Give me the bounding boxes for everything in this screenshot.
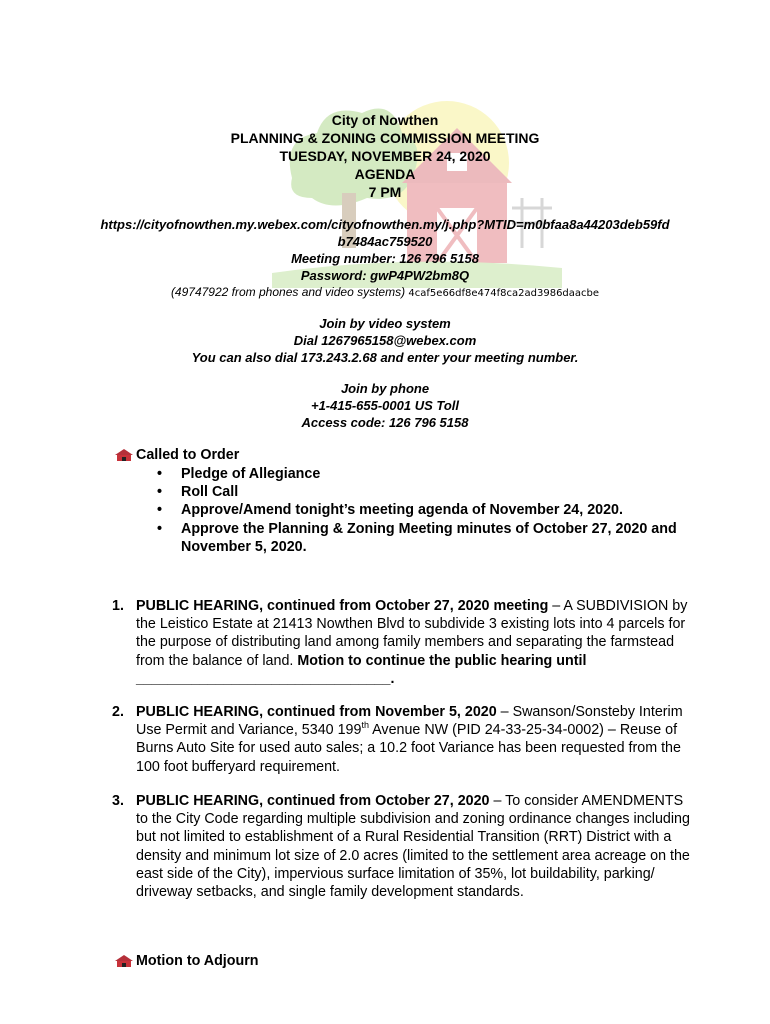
video-heading: Join by video system xyxy=(319,316,451,331)
item-1-number: 1. xyxy=(112,598,124,614)
city-name: City of Nowthen xyxy=(331,112,439,128)
item-3-text: – To consider AMENDMENTS to the City Code regarding multiple subdivision and zoning ordinance changes including but not limited to establishment of a Rural Residential Transition (RRT) District with a density and minimum lot size of 2.0 acres (limited to the settlement area acreage on the east side of the City), impervious surface limitation of 35%, lot buildability, parking/ driveway setbacks, and single family development standards. xyxy=(136,793,690,901)
phone-number: +1-415-655-0001 US Toll xyxy=(310,398,459,413)
agenda-item-3 xyxy=(136,792,696,901)
video-dial: Dial 1267965158@webex.com xyxy=(293,333,477,348)
item-2-lead: PUBLIC HEARING, continued from November 5, 2020 xyxy=(136,704,497,720)
item-2-text-a: – Swanson/Sonsteby Interim Use Permit and Variance, 5340 199 xyxy=(136,704,683,739)
webex-link-line1[interactable]: https://cityofnowthen.my.webex.com/cityofnowthen.my/j.php?MTID=m0bfaa8a44203deb59fd xyxy=(100,217,670,232)
meeting-number: Meeting number: 126 796 5158 xyxy=(291,251,479,266)
item-1-text: – A SUBDIVISION by the Leistico Estate at 21413 Nowthen Blvd to subdivide 3 existing lots into 4 parcels for the purpose of distributing land among family members and separating the farmstead from the balance of land. xyxy=(136,598,688,669)
video-alt-dial: You can also dial 173.243.2.68 and enter your meeting number. xyxy=(191,350,579,365)
barn-bullet-icon xyxy=(113,448,135,462)
list-item: • Pledge of Allegiance xyxy=(181,465,681,483)
barn-bullet-icon xyxy=(113,954,135,968)
called-to-order-title: Called to Order xyxy=(136,447,240,463)
agenda-label: AGENDA xyxy=(354,166,416,182)
phone-note-text: (49747922 from phones and video systems) xyxy=(170,285,406,299)
list-item: • Roll Call xyxy=(181,483,681,501)
list-item: • Approve/Amend tonight’s meeting agenda of November 24, 2020. xyxy=(181,501,681,519)
webex-link-line2[interactable]: b7484ac759520 xyxy=(337,234,433,249)
phone-video-note xyxy=(0,284,770,302)
list-item: • Approve the Planning & Zoning Meeting minutes of October 27, 2020 and November 5, 2020. xyxy=(181,520,681,556)
phone-heading: Join by phone xyxy=(340,381,430,396)
item-2-number: 2. xyxy=(112,704,124,720)
item-2-sup: th xyxy=(361,720,369,731)
meeting-title: PLANNING & ZONING COMMISSION MEETING xyxy=(230,130,540,146)
phone-access-code: Access code: 126 796 5158 xyxy=(301,415,469,430)
item-1-motion: Motion to continue the public hearing until ________________________________. xyxy=(136,652,587,687)
item-3-number: 3. xyxy=(112,793,124,809)
agenda-item-1 xyxy=(136,597,696,688)
item-1-lead: PUBLIC HEARING, continued from October 27, 2020 meeting xyxy=(136,598,549,614)
opening-items-list xyxy=(181,465,681,556)
agenda-item-2 xyxy=(136,703,701,776)
item-2-text-b: Avenue NW (PID 24-33-25-34-0002) – Reuse of Burns Auto Site for used auto sales; a 10.2 foot Variance has been requested from the 100 foot bufferyard requirement. xyxy=(136,722,681,775)
meeting-time: 7 PM xyxy=(368,184,402,200)
item-3-lead: PUBLIC HEARING, continued from October 27, 2020 xyxy=(136,793,490,809)
adjourn-title: Motion to Adjourn xyxy=(136,953,259,969)
meeting-date: TUESDAY, NOVEMBER 24, 2020 xyxy=(279,148,491,164)
phone-note-code: 4caf5e66df8e474f8ca2ad3986daacbe xyxy=(408,288,600,299)
meeting-password: Password: gwP4PW2bm8Q xyxy=(300,268,470,283)
